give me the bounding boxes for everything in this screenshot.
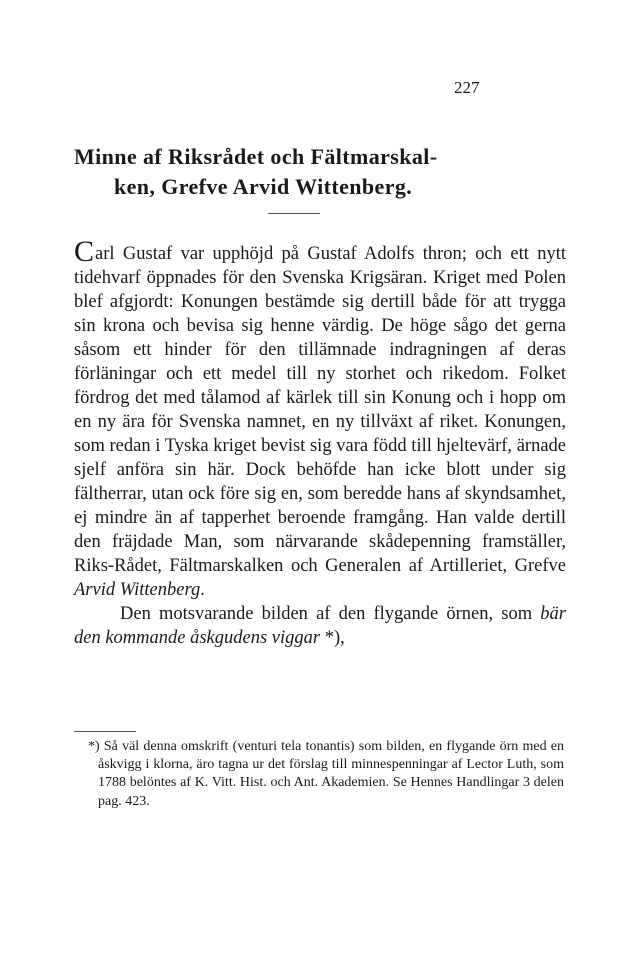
paragraph-2-text: Den motsvarande bilden af den flygande örnen, som (120, 604, 541, 624)
person-name: Arvid Wittenberg (74, 580, 201, 600)
footnote-text: *) Så väl denna omskrift (venturi tela tonantis) som bilden, en flygande örn med en åskvigg i klorna, äro tagna ur det förslag till minnespenningar af Lector Luth, som 1788 belöntes af K. Vitt. Hist. och Ant. Akademien. Se Hennes Handlingar 3 delen pag. 423. (88, 739, 564, 809)
title-divider (268, 213, 320, 214)
body-text (74, 235, 566, 650)
page-number: 227 (454, 78, 480, 97)
paragraph-1-end: . (200, 580, 205, 600)
paragraph-2 (74, 602, 566, 650)
footnote (88, 738, 564, 811)
paragraph-1 (74, 235, 566, 602)
page-title (74, 142, 564, 202)
footnote-divider (74, 731, 136, 732)
quoted-phrase: bär den kommande åskgudens viggar (74, 604, 566, 648)
title-line-2: ken, Grefve Arvid Wittenberg. (114, 174, 413, 199)
title-line-1: Minne af Riksrådet och Fältmarskal- (74, 144, 438, 169)
paragraph-1-text: arl Gustaf var upphöjd på Gustaf Adolfs thron; och ett nytt tidehvarf öppnades för den Svenska Krigsäran. Kriget med Polen blef afgjordt: Konungen bestämde sig dertill både för att trygga sin krona och bevisa sig henne värdig. De höge sågo det gerna såsom ett hinder för den tillämnade indragningen af deras förläningar och ett medel till ny storhet och rikedom. Folket fördrog det med tålamod af kärlek till sin Konung och i hopp om en ny ära för Svenska namnet, en ny tillväxt af riket. Konungen, som redan i Tyska kriget bevist sig vara född till hjeltevärf, ärnade sjelf anföra sin här. Dock behöfde han icke blott under sig fältherrar, utan ock före sig en, som beredde hans af skyndsamhet, ej mindre än af tapperhet beroende framgång. Han valde dertill den fräjdade Man, som närvarande skådepenning framställer, Riks-Rådet, Fältmarskalken och Generalen af Artilleriet, Grefve (74, 244, 566, 576)
paragraph-2-end: *), (320, 628, 345, 648)
drop-cap: C (74, 235, 95, 268)
